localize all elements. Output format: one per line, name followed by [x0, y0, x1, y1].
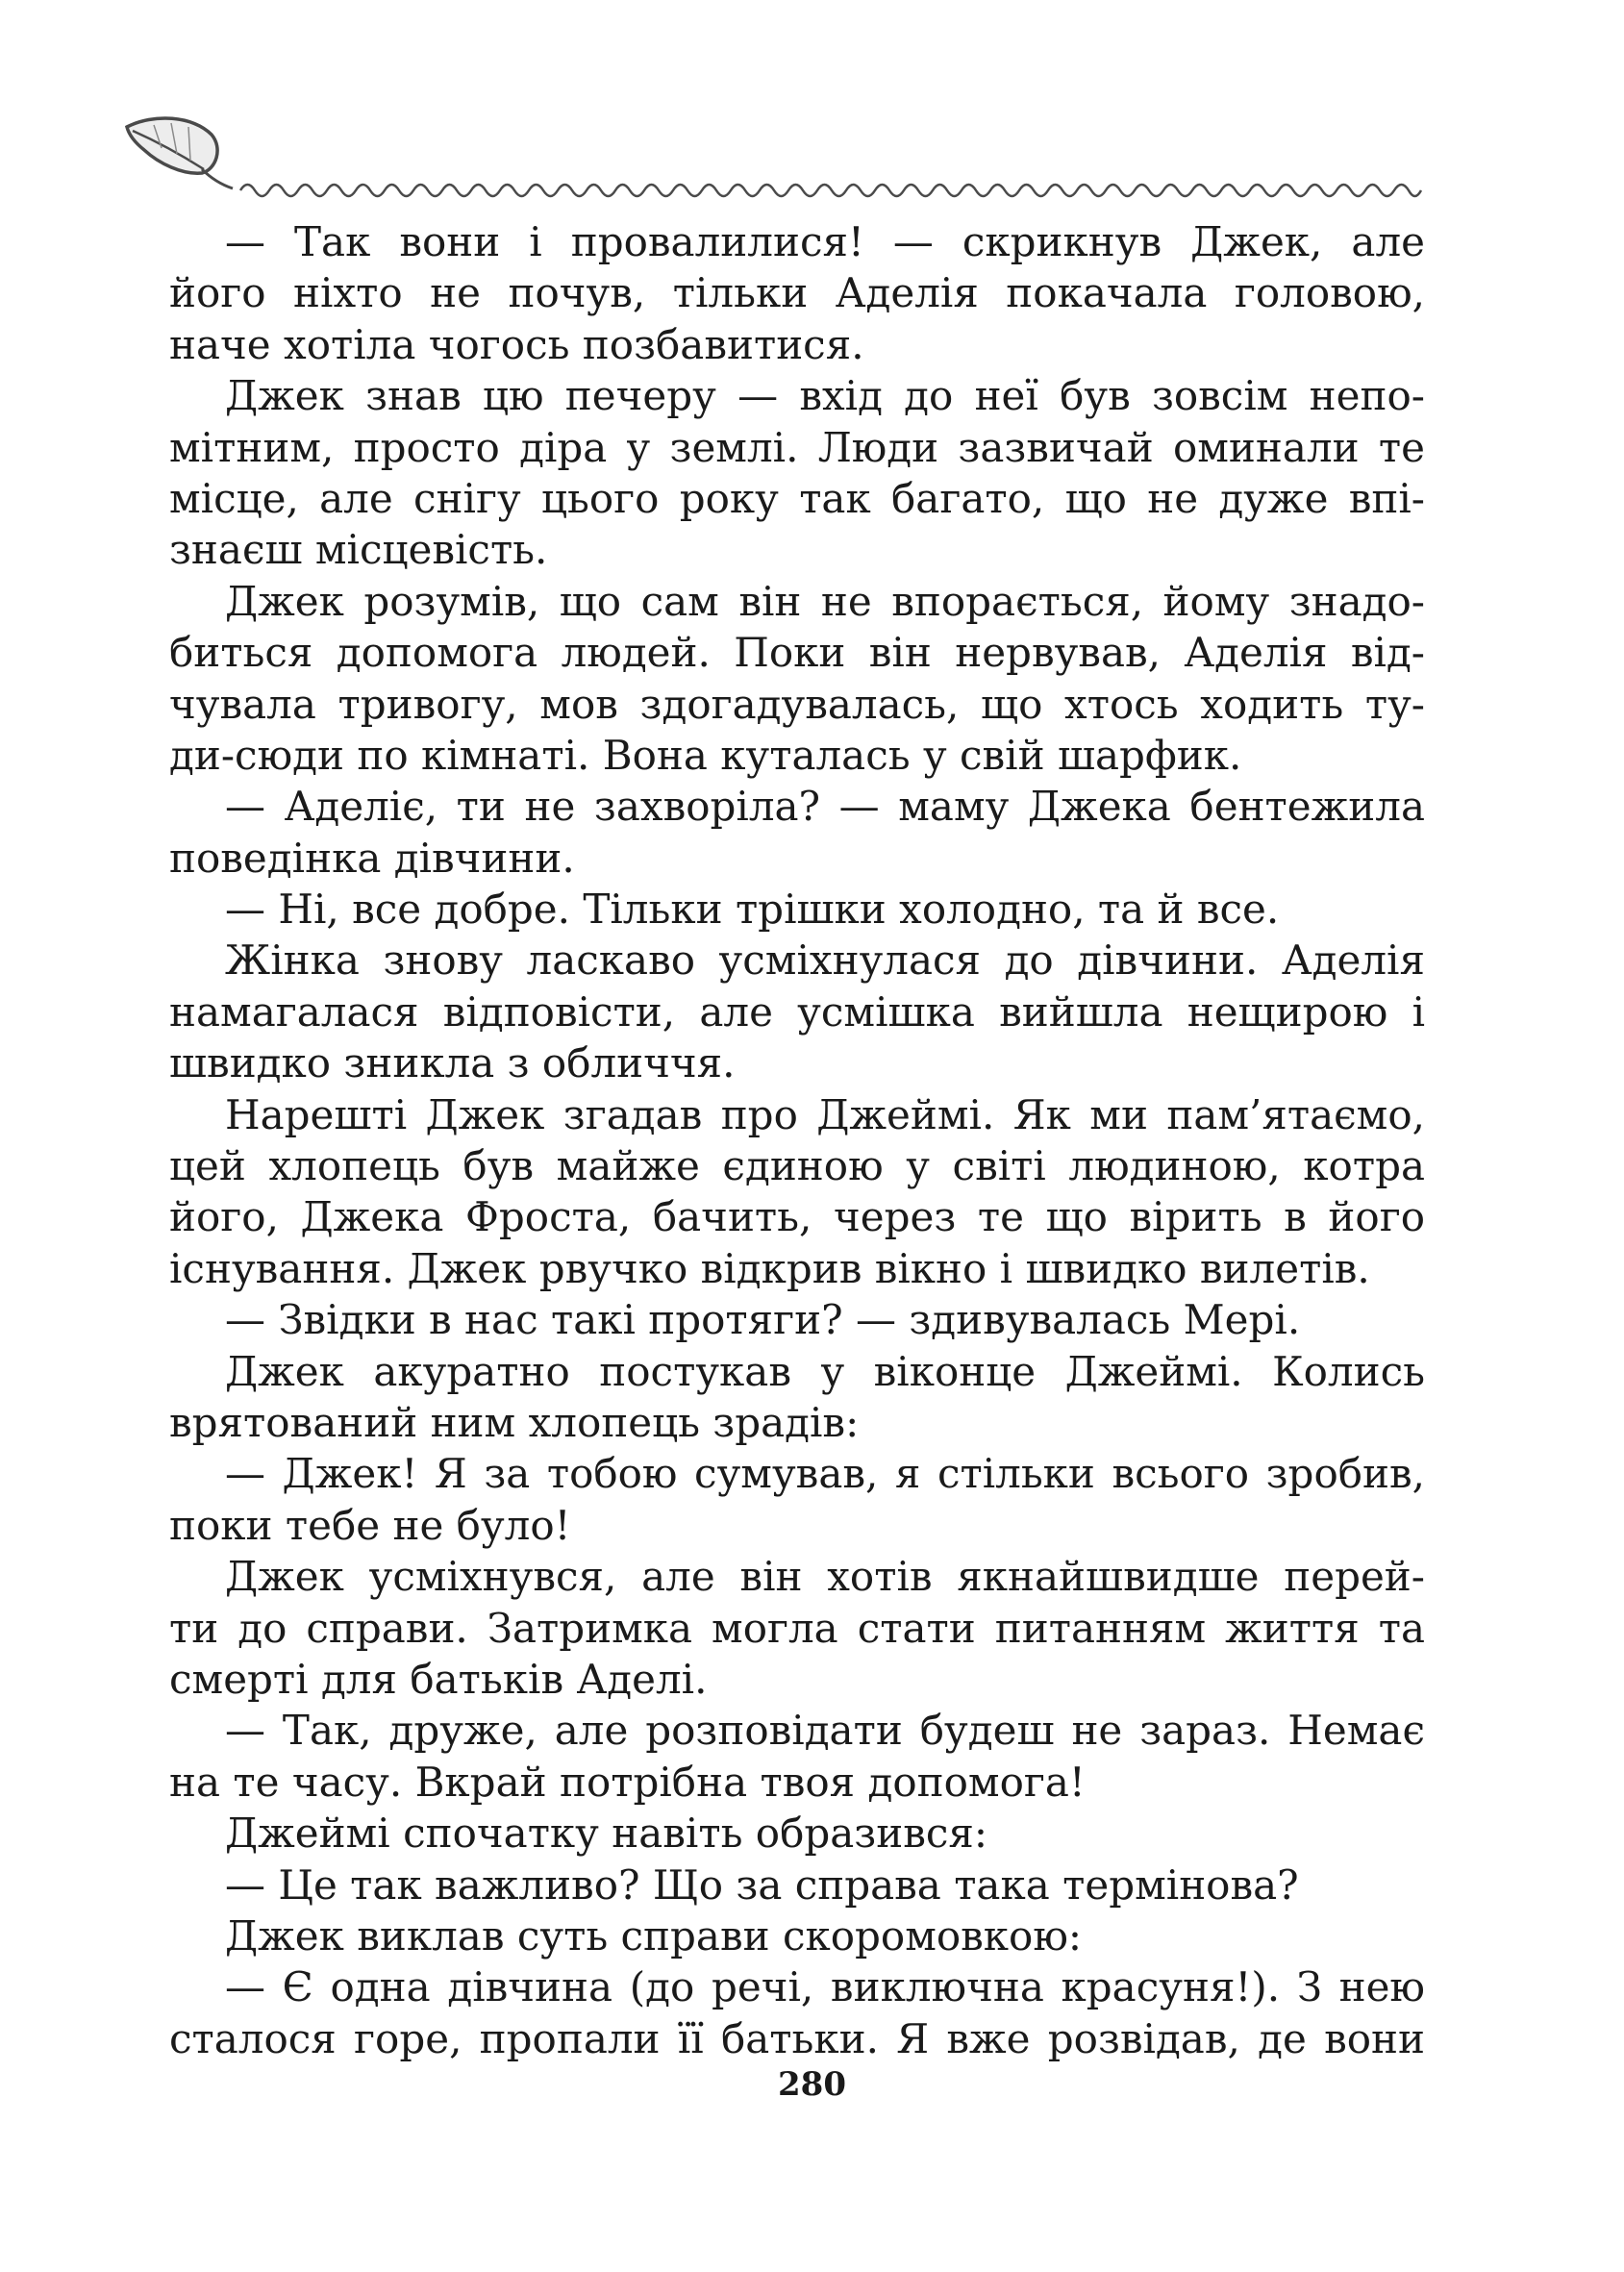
text-line: — Ні, все добре. Тільки трішки холодно, та й все. — [225, 886, 1280, 934]
text-line: Нарешті Джек згадав про Джеймі. Як ми пам’ятаємо, — [225, 1090, 1425, 1138]
text-line: місце, але снігу цього року так багато, що не дуже впі- — [169, 474, 1425, 522]
text-line: існування. Джек рвучко відкрив вікно і швидко вилетів. — [169, 1244, 1370, 1292]
text-line: його, Джека Фроста, бачить, через те що вірить в його — [169, 1193, 1425, 1241]
text-line: Джеймі спочатку навіть образився: — [225, 1810, 988, 1858]
text-line: наче хотіла чогось позбавитися. — [169, 320, 864, 368]
text-line: Жінка знову ласкаво усміхнулася до дівчини. Аделія — [225, 936, 1425, 985]
text-line: — Є одна дівчина (до речі, виключна красуня!). З нею — [225, 1963, 1425, 2011]
text-line: — Звідки в нас такі протяги? — здивувалась Мері. — [225, 1296, 1301, 1344]
text-line: — Джек! Я за тобою сумував, я стільки всього зробив, — [225, 1450, 1425, 1498]
text-line: ти до справи. Затримка могла стати питанням життя та — [169, 1604, 1425, 1652]
text-line: — Це так важливо? Що за справа така термінова? — [225, 1860, 1299, 1909]
feather-icon — [127, 118, 233, 188]
text-line: швидко зникла з обличчя. — [169, 1039, 736, 1087]
text-line: Джек знав цю печеру — вхід до неї був зовсім непо- — [225, 372, 1425, 420]
text-line: поведінка дівчини. — [169, 834, 575, 882]
body-text — [169, 216, 1425, 2064]
header-ornament — [115, 106, 1423, 202]
text-line: його ніхто не почув, тільки Аделія покачала головою, — [169, 269, 1425, 317]
text-line: на те часу. Вкрай потрібна твоя допомога! — [169, 1758, 1086, 1806]
text-line: Джек акуратно постукав у віконце Джеймі. Колись — [225, 1347, 1425, 1395]
text-line: Джек розумів, що сам він не впорається, йому знадо- — [225, 577, 1425, 625]
page-number: 280 — [778, 2065, 846, 2104]
text-line: биться допомога людей. Поки він нервував, Аделія від- — [169, 629, 1425, 677]
text-line: Джек усміхнувся, але він хотів якнайшвидше перей- — [225, 1553, 1425, 1601]
text-line: намагалася відповісти, але усмішка вийшла нещирою і — [169, 987, 1425, 1036]
text-line: смерті для батьків Аделі. — [169, 1655, 708, 1703]
text-line: знаєш місцевість. — [169, 526, 548, 574]
text-line: Джек виклав суть справи скоромовкою: — [225, 1911, 1083, 1960]
text-line: мітним, просто діра у землі. Люди зазвичай оминали те — [169, 423, 1425, 471]
text-line: поки тебе не було! — [169, 1501, 571, 1549]
text-line: чувала тривогу, мов здогадувалась, що хтось ходить ту- — [169, 680, 1425, 728]
text-line: — Так вони і провалилися! — скрикнув Джек, але — [225, 218, 1425, 265]
wavy-divider — [240, 185, 1421, 196]
text-line: сталося горе, пропали її батьки. Я вже розвідав, де вони — [169, 2014, 1425, 2062]
text-line: цей хлопець був майже єдиною у світі людиною, котра — [169, 1142, 1425, 1190]
text-line: — Так, друже, але розповідати будеш не зараз. Немає — [225, 1707, 1425, 1755]
text-line: — Аделіє, ти не захворіла? — маму Джека бентежила — [225, 783, 1425, 831]
text-line: ди-сюди по кімнаті. Вона куталась у свій шарфик. — [169, 731, 1242, 779]
text-line: врятований ним хлопець зрадів: — [169, 1398, 860, 1446]
